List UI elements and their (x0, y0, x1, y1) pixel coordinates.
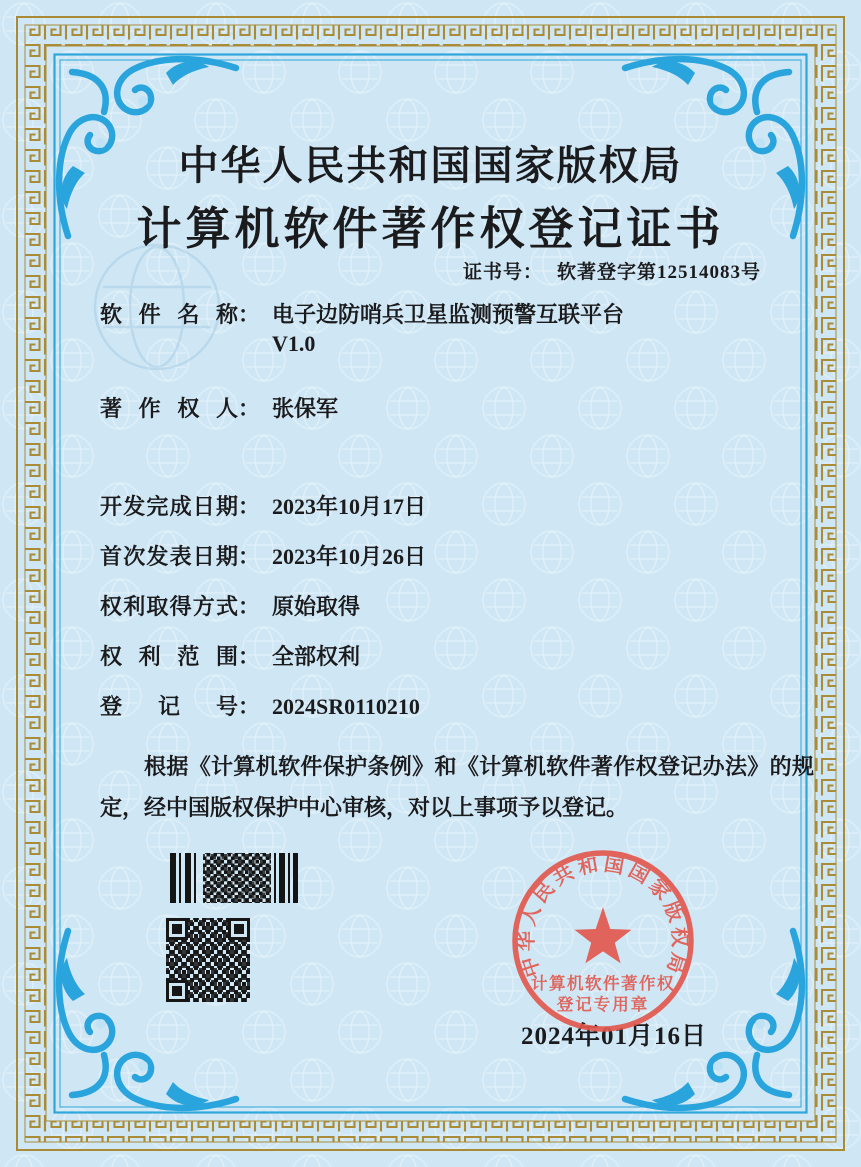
field-label: 开发完成日期 (100, 494, 238, 519)
certificate-number-value: 软著登字第12514083号 (556, 262, 761, 283)
field-value: 2023年10月17日 (272, 494, 427, 519)
qr-code (166, 918, 250, 1002)
field-value: 2024SR0110210 (272, 694, 420, 719)
barcode-guard-left (170, 853, 200, 903)
field-row-software-name (100, 300, 624, 358)
certificate-number (463, 257, 761, 284)
barcode-guard-right (274, 853, 298, 903)
field-label: 首次发表日期 (100, 544, 238, 569)
field-colon: ： (238, 694, 261, 719)
field-value: 张保军 (272, 396, 339, 421)
field-row-rights-scope (100, 642, 360, 671)
field-row-registration-number (100, 692, 420, 721)
registration-statement: 根据《计算机软件保护条例》和《计算机软件著作权登记办法》的规定，经中国版权保护中心审核，对以上事项予以登记。 (100, 754, 814, 820)
seal-line2: 登记专用章 (556, 995, 650, 1014)
field-row-first-publish-date (100, 542, 426, 571)
field-value (272, 300, 624, 358)
qr-finder-icon (166, 918, 188, 940)
seal-ring-text: 中华人民共和国国家版权局 (515, 853, 691, 980)
authority-title: 中华人民共和国国家版权局 (178, 143, 683, 188)
field-colon: ： (238, 494, 261, 519)
software-version: V1.0 (272, 331, 316, 356)
qr-finder-icon (166, 980, 188, 1002)
field-value: 原始取得 (272, 594, 361, 619)
field-row-copyright-owner (100, 394, 338, 423)
seal-star-icon (575, 907, 632, 963)
issue-date: 2024年01月16日 (521, 1023, 708, 1050)
field-label: 登记号 (100, 694, 238, 719)
certificate-title: 计算机软件著作权登记证书 (136, 204, 725, 254)
field-colon: ： (238, 302, 261, 327)
field-value: 全部权利 (272, 644, 361, 669)
seal-line1: 计算机软件著作权 (531, 974, 675, 993)
barcode-data (203, 853, 271, 903)
certificate-number-label: 证书号： (462, 262, 543, 283)
field-label: 著作权人 (100, 396, 238, 421)
field-row-dev-complete-date (100, 492, 426, 521)
field-colon: ： (238, 396, 261, 421)
barcode (170, 853, 298, 903)
field-colon: ： (238, 644, 261, 669)
field-colon: ： (238, 594, 261, 619)
official-seal (501, 839, 705, 1043)
qr-finder-icon (228, 918, 250, 940)
field-colon: ： (238, 544, 261, 569)
field-label: 软件名称 (100, 302, 238, 327)
field-label: 权利取得方式 (100, 594, 238, 619)
field-value: 2023年10月26日 (272, 544, 427, 569)
field-row-rights-acquisition (100, 592, 360, 621)
software-name: 电子边防哨兵卫星监测预警互联平台 (272, 302, 625, 327)
field-label: 权利范围 (100, 644, 238, 669)
